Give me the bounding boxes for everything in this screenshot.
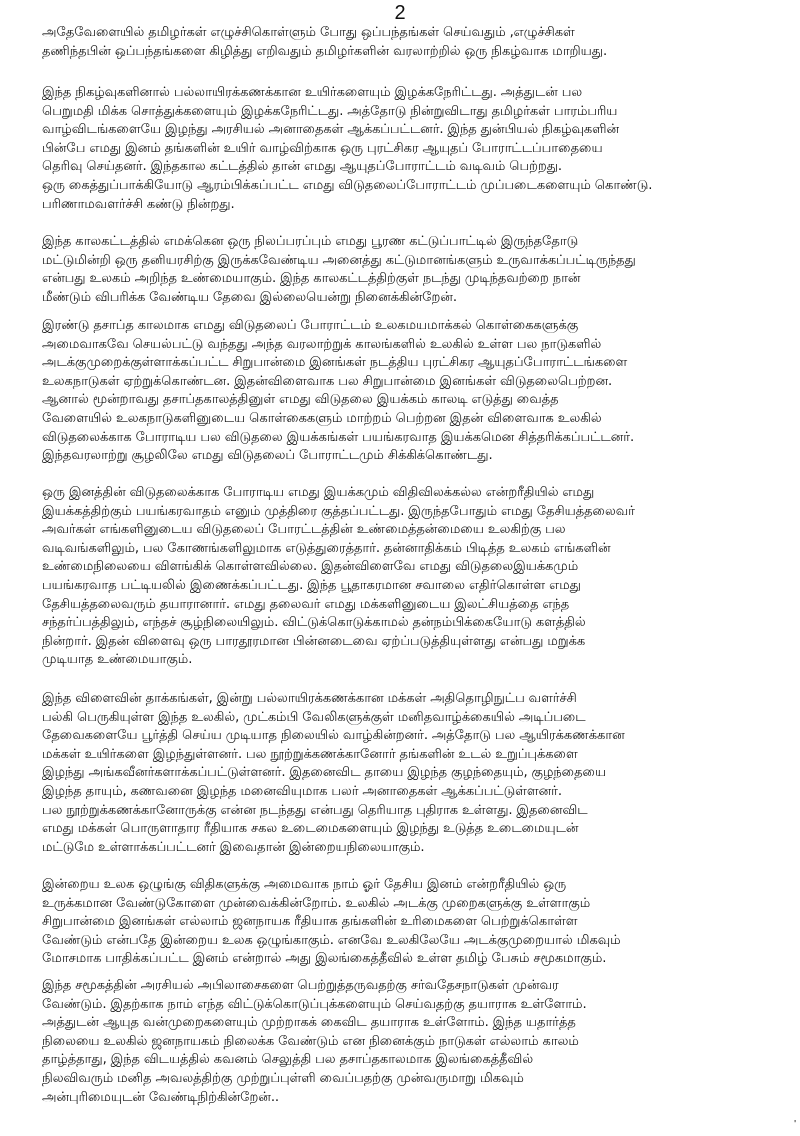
text-line: மோசமாக பாதிக்கப்பட்ட இனம் என்றால் அது இலங்கைத்தீவில் உள்ள தமிழ் பேசும் சமூகமாகும்.	[42, 951, 607, 967]
text-line: விடுதலைக்காக போராடிய பல விடுதலை இயக்கங்கள் பயங்கரவாத இயக்கமென சித்தரிக்கப்பட்டனர்.	[42, 429, 634, 445]
text-line: தேவைகளையே பூர்த்தி செய்ய முடியாத நிலையில் வாழ்கின்றனர். அத்தோடு பல ஆயிரக்கணக்கான	[42, 728, 625, 744]
text-line: மட்டுமின்றி ஒரு தனியரசிற்கு இருக்கவேண்டிய அனைத்து கட்டுமானங்களும் உருவாக்கப்பட்டிருந்தது	[42, 252, 636, 268]
paragraph-5	[42, 484, 787, 670]
text-line: சிறுபான்மை இனங்கள் எல்லாம் ஜனநாயக ரீதியாக தங்களின் உரிமைகளை பெற்றுக்கொள்ள	[42, 914, 578, 930]
text-line: உலகநாடுகள் ஏற்றுக்கொண்டன. இதன்விளைவாக பல சிறுபான்மை இனங்கள் விடுதலைபெற்றன.	[42, 373, 613, 389]
text-line: நிலவிவரும் மனித அவலத்திற்கு முற்றுப்புள்ளி வைப்பதற்கு முன்வருமாறு மிகவும்	[42, 1070, 524, 1086]
paragraph-1	[42, 24, 787, 61]
text-line: நின்றார். இதன் விளைவு ஒரு பாரதூரமான பின்னடைவை ஏற்ப்படுத்தியுள்ளது என்பது மறுக்க	[42, 633, 586, 649]
text-line: பெறுமதி மிக்க சொத்துக்களையும் இழக்கநேரிட்டது. அத்தோடு நின்றுவிடாது தமிழர்கள் பாரம்பரிய	[42, 103, 618, 119]
text-line: தணிந்தபின் ஒப்பந்தங்களை கிழித்து எறிவதும் தமிழர்களின் வரலாற்றில் ஒரு நிகழ்வாக மாறியது.	[42, 43, 607, 59]
text-line: ஒரு கைத்துப்பாக்கியோடு ஆரம்பிக்கப்பட்ட எமது விடுதலைப்போராட்டம் முப்படைகளையும் கொண்டு.	[42, 177, 653, 193]
text-line: இந்த விளைவின் தாக்கங்கள், இன்று பல்லாயிரக்கணக்கான மக்கள் அதிதொழிநுட்ப வளர்ச்சி	[42, 691, 577, 706]
text-line: தாழ்த்தாது, இந்த விடயத்தில் கவனம் செலுத்தி பல தசாப்தகாலமாக இலங்கைத்தீவில்	[42, 1052, 534, 1068]
text-line: இழந்த தாயும், கணவனை இழந்த மனைவியுமாக பலர் அனாதைகள் ஆக்கப்பட்டுள்ளனர்.	[42, 783, 562, 799]
paragraph-8	[42, 977, 787, 1107]
text-line: இந்த நிகழ்வுகளினால் பல்லாயிரக்கணக்கான உயிர்களையும் இழக்கநேரிட்டது. அத்துடன் பல	[42, 85, 583, 100]
text-line: இரண்டு தசாப்த காலமாக எமது விடுதலைப் போராட்டம் உலகமயமாக்கல் கொள்கைகளுக்கு	[42, 318, 579, 333]
text-line: பல நூற்றுக்கணக்கானோருக்கு என்ன நடந்தது என்பது தெரியாத புதிராக உள்ளது. இதனைவிட	[42, 802, 588, 818]
text-line: வடிவங்களிலும், பல கோணங்களிலுமாக எடுத்துரைத்தார். தன்னாதிக்கம் பிடித்த உலகம் எங்களின்	[42, 540, 611, 556]
text-line: பரிணாமவளர்ச்சி கண்டு நின்றது.	[42, 196, 235, 212]
text-line: இழந்து அங்கவீனர்களாக்கப்பட்டுள்ளனர். இதனைவிட தாயை இழந்த குழந்தையும், குழந்தையை	[42, 765, 607, 781]
text-line: எமது மக்கள் பொருளாதார ரீதியாக சகல உடைமைகளையும் இழந்து உடுத்த உடைமையுடன்	[42, 821, 579, 837]
text-line: பல்கி பெருகியுள்ள இந்த உலகில், முட்கம்பி வேலிகளுக்குள் மனிதவாழ்க்கையில் அடிப்படை	[42, 709, 586, 725]
text-line: பயங்கரவாத பட்டியலில் இணைக்கப்பட்டது. இந்த பூதாகரமான சவாலை எதிர்கொள்ள எமது	[42, 577, 581, 593]
paragraph-6	[42, 690, 787, 857]
text-line: அன்புரிமையுடன் வேண்டிநிற்கின்றேன்..	[42, 1089, 279, 1105]
text-line: மீண்டும் விபரிக்க வேண்டிய தேவை இல்லையென்று நினைக்கின்றேன்.	[42, 289, 457, 305]
text-line: பின்பே எமது இனம் தங்களின் உயிர் வாழ்விற்காக ஒரு புரட்சிகர ஆயுதப் போராட்டப்பாதையை	[42, 140, 603, 156]
text-line: தேசியத்தலைவரும் தயாரானார். எமது தலைவர் எமது மக்களினுடைய இலட்சியத்தை எந்த	[42, 596, 570, 612]
text-line: மக்கள் உயிர்களை இழந்துள்ளனர். பல நூற்றுக்கணக்கானோர் தங்களின் உடல் உறுப்புக்களை	[42, 746, 578, 762]
text-line: இன்றைய உலக ஒழுங்கு விதிகளுக்கு அமைவாக நாம் ஓர் தேசிய இனம் என்றரீதியில் ஒரு	[42, 877, 567, 892]
page-number: 2	[394, 2, 406, 24]
text-line: அடக்குமுறைக்குள்ளாக்கப்பட்ட சிறுபான்மை இனங்கள் நடத்திய புரட்சிகர ஆயுதப்போராட்டங்களை	[42, 355, 628, 371]
text-line: தெரிவு செய்தனர். இந்தகால கட்டத்தில் தான் எமது ஆயுதப்போராட்டம் வடிவம் பெற்றது.	[42, 159, 562, 175]
text-line: அமைவாகவே செயல்பட்டு வந்தது அந்த வரலாற்றுக் காலங்களில் உலகில் உள்ள பல நாடுகளில்	[42, 336, 602, 352]
text-line: வாழ்விடங்களையே இழந்து அரசியல் அனாதைகள் ஆக்கப்பட்டனர். இந்த துன்பியல் நிகழ்வுகளின்	[42, 122, 620, 138]
text-line: ஒரு இனத்தின் விடுதலைக்காக போராடிய எமது இயக்கமும் விதிவிலக்கல்ல என்றரீதியில் எமது	[42, 485, 595, 500]
text-line: ஆனால் மூன்றாவது தசாப்தகாலத்தினுள் எமது விடுதலை இயக்கம் காலடி எடுத்து வைத்த	[42, 392, 559, 408]
text-line: நிலையை உலகில் ஜனநாயகம் நிலைக்க வேண்டும் என நினைக்கும் நாடுகள் எல்லாம் காலம்	[42, 1033, 579, 1049]
text-line: சந்தர்ப்பத்திலும், எந்தச் சூழ்நிலையிலும். விட்டுக்கொடுக்காமல் தன்நம்பிக்கையோடு களத்தில்	[42, 615, 586, 631]
text-line: உண்மைநிலையை விளங்கிக் கொள்ளவில்லை. இதன்விளைவே எமது விடுதலைஇயக்கமும்	[42, 559, 579, 575]
text-line: இந்தவரலாற்று சூழலிலே எமது விடுதலைப் போராட்டமும் சிக்கிக்கொண்டது.	[42, 448, 493, 464]
text-line: அவர்கள் எங்களினுடைய விடுதலைப் போரட்டத்தின் உண்மைத்தன்மையை உலகிற்கு பல	[42, 522, 566, 538]
text-line: இயக்கத்திற்கும் பயங்கரவாதம் எனும் முத்திரை குத்தப்பட்டது. இருந்தபோதும் எமது தேசியத்தலைவர்	[42, 503, 635, 519]
corner-mark: '	[794, 1119, 796, 1130]
text-line: முடியாத உண்மையாகும்.	[42, 652, 193, 668]
text-line: வேண்டும் என்பதே இன்றைய உலக ஒழுங்காகும். எனவே உலகிலேயே அடக்குமுறையால் மிகவும்	[42, 932, 621, 948]
text-line: இந்த சமூகத்தின் அரசியல் அபிலாசைகளை பெற்றுத்தருவதற்கு சர்வதேசநாடுகள் முன்வர	[42, 978, 559, 993]
paragraph-2	[42, 84, 787, 214]
text-line: மட்டுமே உள்ளாக்கப்பட்டனர் இவைதான் இன்றையநிலையாகும்.	[42, 839, 425, 855]
paragraph-7	[42, 876, 787, 969]
text-line: அத்துடன் ஆயுத வன்முறைகளையும் முற்றாகக் கைவிட தயாராக உள்ளோம். இந்த யதார்த்த	[42, 1015, 576, 1031]
text-line: என்பது உலகம் அறிந்த உண்மையாகும். இந்த காலகட்டத்திற்குள் நடந்து முடிந்தவற்றை நான்	[42, 271, 581, 287]
paragraph-4	[42, 317, 787, 466]
text-line: இந்த காலகட்டத்தில் எமக்கென ஒரு நிலப்பரப்பும் எமது பூரண கட்டுப்பாட்டில் இருந்ததோடு	[42, 234, 579, 249]
text-line: வேளையில் உலகநாடுகளினுடைய கொள்கைகளும் மாற்றம் பெற்றன இதன் விளைவாக உலகில்	[42, 410, 602, 426]
text-line: வேண்டும். இதற்காக நாம் எந்த விட்டுக்கொடுப்புக்களையும் செய்வதற்கு தயாராக உள்ளோம்.	[42, 996, 587, 1012]
paragraph-3	[42, 233, 787, 307]
text-line: அதேவேளையில் தமிழர்கள் எழுச்சிகொள்ளும் போது ஒப்பந்தங்கள் செய்வதும் ,எழுச்சிகள்	[42, 25, 575, 40]
text-line: உருக்கமான வேண்டுகோளை முன்வைக்கின்றோம். உலகில் அடக்கு முறைகளுக்கு உள்ளாகும்	[42, 895, 591, 911]
